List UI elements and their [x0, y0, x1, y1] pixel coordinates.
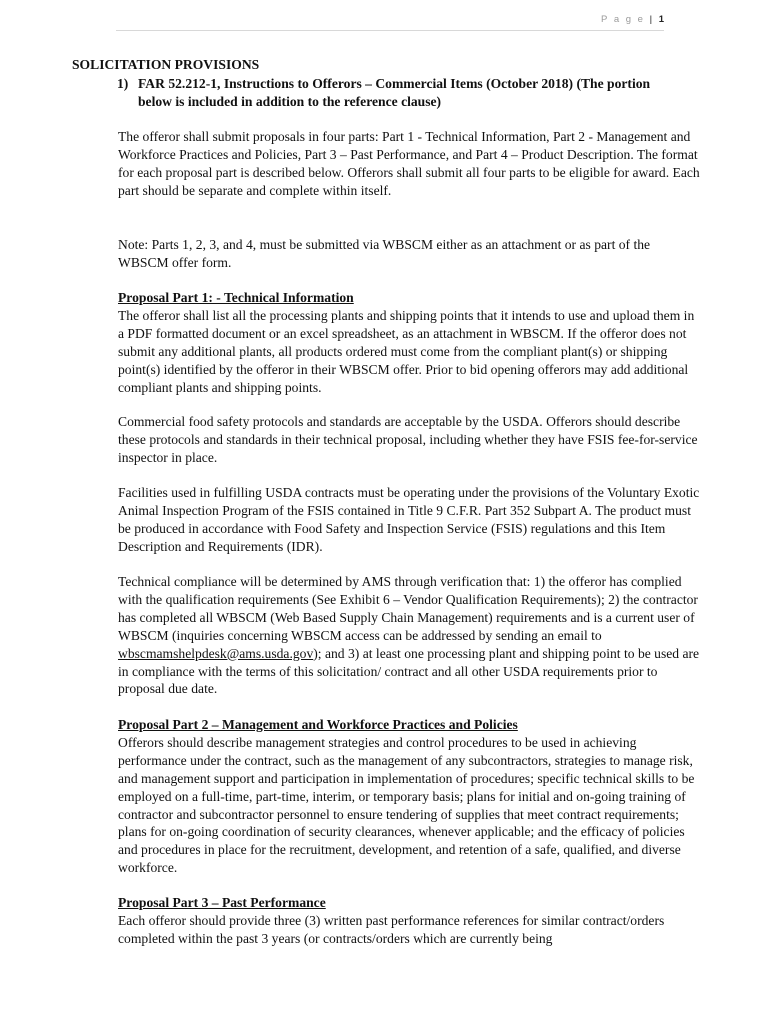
part3-heading: Proposal Part 3 – Past Performance: [118, 895, 326, 910]
part3-body: Each offeror should provide three (3) written past performance references for similar contract/orders completed within the past 3 years (or contracts/orders which are currently being: [118, 912, 665, 946]
section-title: SOLICITATION PROVISIONS: [72, 57, 260, 72]
page-separator: |: [649, 14, 655, 25]
part1-paragraph-3: Facilities used in fulfilling USDA contracts must be operating under the provisions of the Voluntary Exotic Animal Inspection Program of the FSIS contained in Title 9 C.F.R. Part 352 Subpart A. The product must be produced in accordance with Food Safety and Inspection Service (FSIS) regulations and this Item Description and Requirements (IDR).: [118, 485, 700, 554]
helpdesk-email-link[interactable]: wbscmamshelpdesk@ams.usda.gov: [118, 645, 314, 661]
clause-number: 1): [117, 76, 129, 91]
part3-section: [118, 894, 702, 948]
part1-p4-text-after: ); and 3) at least one processing plant and shipping point to be used are in compliance with the terms of this solicitation/ contract and all other USDA requirements prior to proposal due date.: [118, 645, 700, 697]
part1-section: [118, 289, 702, 396]
clause-text: FAR 52.212-1, Instructions to Offerors – Commercial Items (October 2018) (The portion below is included in addition to the reference clause): [138, 76, 651, 109]
note-paragraph: Note: Parts 1, 2, 3, and 4, must be submitted via WBSCM either as an attachment or as part of the WBSCM offer form.: [118, 237, 651, 270]
part1-paragraph-2: Commercial food safety protocols and standards are acceptable by the USDA. Offerors should describe these protocols and standards in their technical proposal, including whether they have FSIS fee-for-service inspector in place.: [118, 414, 698, 465]
part1-paragraph-4: [118, 573, 702, 698]
far-clause-heading: [117, 75, 677, 111]
part1-heading: Proposal Part 1: - Technical Information: [118, 290, 354, 305]
part1-paragraph-1: The offeror shall list all the processing plants and shipping points that it intends to use and upload them in a PDF formatted document or an excel spreadsheet, as an attachment in WBSCM. If the offeror does not submit any additional plants, all products ordered must come from the compliant plant(s) or shipping point(s) identified by the offeror in their WBSCM offer. Prior to bid opening offerors may add additional compliant plants and shipping points.: [118, 307, 695, 395]
part2-heading: Proposal Part 2 – Management and Workforce Practices and Policies: [118, 717, 518, 732]
page-header: [116, 14, 664, 31]
part2-body: Offerors should describe management strategies and control procedures to be used in achieving performance under the contract, such as the management of any subcontractors, strategies to manage risk, and management support and participation in implementation of procedures; specific technical skills to be employed on a full-time, part-time, interim, or temporary basis; plans for initial and on-going training of contractor and subcontractor personnel to ensure tendering of supplies that meet contract requirements; plans for on-going coordination of security clearances, whenever applicable; and the efficacy of policies and procedures in place for the recruitment, development, and retention of a safe, qualified, and diverse workforce.: [118, 734, 695, 876]
part2-section: [118, 716, 702, 877]
page-number: 1: [658, 14, 664, 25]
part1-p4-text-before: Technical compliance will be determined by AMS through verification that: 1) the offeror has complied with the qualification requirements (See Exhibit 6 – Vendor Qualification Requirements); 2) the contractor has completed all WBSCM (Web Based Supply Chain Management) requirements and is a current user of WBSCM (inquiries concerning WBSCM access can be addressed by sending an email to: [118, 574, 698, 643]
page-label: P a g e: [601, 14, 645, 25]
intro-paragraph: The offeror shall submit proposals in four parts: Part 1 - Technical Information, Part 2 - Management and Workforce Practices and Policies, Part 3 – Past Performance, and Part 4 – Product Description. The format for each proposal part is described below. Offerors shall submit all four parts to be eligible for award. Each part should be separate and complete within itself.: [118, 129, 700, 198]
